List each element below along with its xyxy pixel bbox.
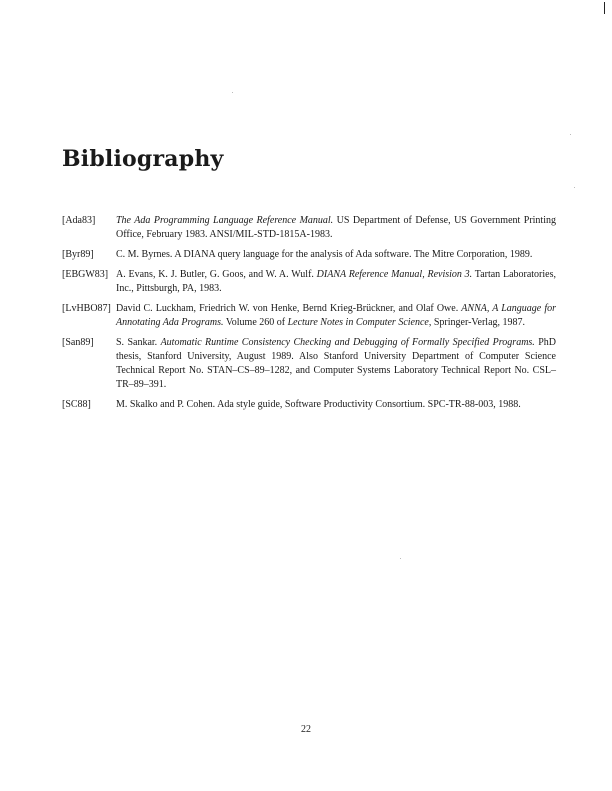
- bib-text-segment: US Department of Defense, US Government Printing Office, February 1983. ANSI/MIL-STD-1815A-1983.: [116, 215, 556, 240]
- bib-title-italic: The Ada Programming Language Reference Manual.: [116, 215, 334, 226]
- bib-entry: [62, 302, 556, 330]
- scan-speck: [570, 134, 571, 135]
- bib-text-segment: A. Evans, K. J. Butler, G. Goos, and W. A. Wulf.: [116, 269, 317, 280]
- bib-text-segment: PhD thesis, Stanford University, August 1989. Also Stanford University Department of Computer Science Technical Report No. STAN–CS–89–1282, and Computer Systems Laboratory Technical Report No. CSL–TR–89–391.: [116, 337, 556, 390]
- bib-text-segment: S. Sankar.: [116, 337, 161, 348]
- bib-entry: [62, 214, 556, 242]
- bib-key: [Byr89]: [62, 249, 94, 260]
- bib-key: [Ada83]: [62, 215, 96, 226]
- bib-text: [116, 303, 556, 328]
- bib-text-segment: David C. Luckham, Friedrich W. von Henke, Bernd Krieg-Brückner, and Olaf Owe.: [116, 303, 462, 314]
- bib-title-italic: Lecture Notes in Computer Science: [287, 317, 429, 328]
- bib-text: [116, 249, 532, 260]
- bib-entry: [62, 336, 556, 392]
- bib-key: [SC88]: [62, 399, 91, 410]
- scan-speck: [574, 187, 575, 188]
- bib-title-italic: ANNA, A Language for Annotating Ada Programs.: [116, 303, 556, 328]
- bib-entry: [62, 268, 556, 296]
- bib-text: [116, 337, 556, 390]
- bib-text-segment: Tartan Laboratories, Inc., Pittsburgh, PA, 1983.: [116, 269, 556, 294]
- bib-text: [116, 399, 521, 410]
- bib-entry: [62, 398, 556, 412]
- bib-title-italic: Automatic Runtime Consistency Checking and Debugging of Formally Specified Programs.: [160, 337, 535, 348]
- scan-edge-mark: [604, 2, 605, 14]
- bib-text-segment: Volume 260 of: [223, 317, 288, 328]
- page-title: Bibliography: [62, 146, 224, 172]
- bib-text: [116, 215, 556, 240]
- scan-speck: [400, 558, 401, 559]
- bib-text: [116, 269, 556, 294]
- bib-entry: [62, 248, 556, 262]
- scan-speck: [232, 92, 233, 93]
- bib-text-segment: C. M. Byrnes. A DIANA query language for the analysis of Ada software. The Mitre Corporation, 1989.: [116, 249, 533, 260]
- bib-text-segment: M. Skalko and P. Cohen. Ada style guide, Software Productivity Consortium. SPC-TR-88-003, 1988.: [116, 399, 521, 410]
- page-number: 22: [301, 724, 311, 735]
- bib-text-segment: , Springer-Verlag, 1987.: [428, 317, 526, 328]
- bib-key: [San89]: [62, 337, 94, 348]
- bibliography-list: [62, 214, 556, 418]
- bib-title-italic: DIANA Reference Manual, Revision 3.: [316, 269, 473, 280]
- bib-key: [LvHBO87]: [62, 303, 111, 314]
- bib-key: [EBGW83]: [62, 269, 109, 280]
